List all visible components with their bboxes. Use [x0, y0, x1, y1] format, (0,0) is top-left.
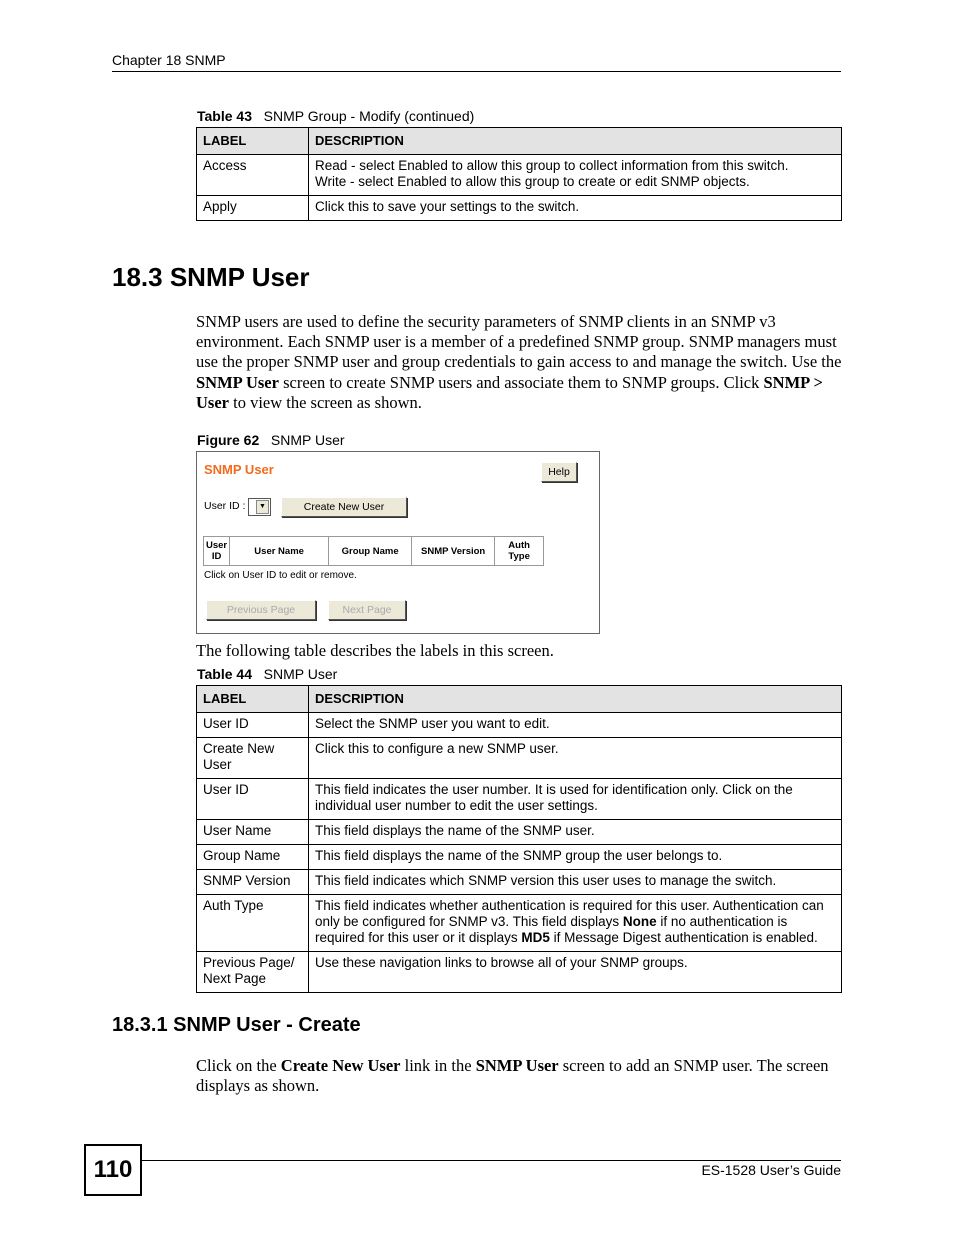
- row-description: This field indicates the user number. It is used for identification only. Click on the individual user number to edit the user settings.: [309, 779, 842, 820]
- desc-text: if no authentication is required for this user or it displays: [315, 914, 788, 945]
- header-rule: [112, 71, 841, 72]
- page-number: 110: [84, 1144, 142, 1196]
- subsection-heading: 18.3.1 SNMP User - Create: [112, 1014, 361, 1036]
- row-label: Apply: [197, 196, 309, 221]
- para-bold: SNMP User: [475, 1056, 559, 1075]
- figure62-caption-num: Figure 62: [197, 432, 260, 448]
- col-label-header: LABEL: [197, 128, 309, 155]
- table-header-row: [197, 686, 842, 713]
- footer-rule: [140, 1160, 841, 1161]
- row-description: This field displays the name of the SNMP user.: [309, 820, 842, 845]
- table-row: [197, 952, 842, 993]
- user-table-hint: Click on User ID to edit or remove.: [204, 570, 357, 581]
- table-row: [197, 820, 842, 845]
- table-header-row: [197, 128, 842, 155]
- help-button[interactable]: Help: [541, 462, 577, 482]
- section-heading: 18.3 SNMP User: [112, 262, 310, 292]
- para-bold: Create New User: [280, 1056, 401, 1075]
- snmp-user-screenshot: [196, 451, 600, 634]
- screen-title: SNMP User: [204, 462, 274, 477]
- row-description: [309, 895, 842, 952]
- table43: [196, 127, 842, 221]
- row-description: Select the SNMP user you want to edit.: [309, 713, 842, 738]
- row-label: Access: [197, 155, 309, 196]
- row-description: Click this to configure a new SNMP user.: [309, 738, 842, 779]
- create-new-user-button[interactable]: Create New User: [281, 497, 407, 517]
- table44-caption-num: Table 44: [197, 666, 252, 682]
- para-text: screen to create SNMP users and associate them to SNMP groups. Click: [278, 372, 764, 392]
- table44-caption-title: SNMP User: [263, 666, 338, 682]
- row-label: SNMP Version: [197, 870, 309, 895]
- row-description: [309, 155, 842, 196]
- desc-text: if Message Digest authentication is enabled.: [549, 930, 818, 945]
- col-group-name: Group Name: [329, 537, 412, 566]
- table-row: [197, 155, 842, 196]
- para-text: link in the: [400, 1056, 476, 1075]
- desc-bold: MD5: [521, 930, 550, 945]
- next-page-button[interactable]: Next Page: [328, 600, 406, 620]
- table-row: [197, 845, 842, 870]
- chapter-header: Chapter 18 SNMP: [112, 52, 226, 68]
- figure62-caption-title: SNMP User: [270, 432, 345, 448]
- user-table: [203, 536, 544, 566]
- para-text: Click on the: [196, 1056, 281, 1075]
- para-text: screen to add an SNMP user. The screen displays as shown.: [196, 1056, 829, 1096]
- row-description: Use these navigation links to browse all of your SNMP groups.: [309, 952, 842, 993]
- section-paragraph: [196, 312, 842, 413]
- table-row: [197, 870, 842, 895]
- col-snmp-version: SNMP Version: [412, 537, 495, 566]
- col-description-header: DESCRIPTION: [309, 128, 842, 155]
- user-id-select[interactable]: [248, 498, 271, 516]
- col-description-header: DESCRIPTION: [309, 686, 842, 713]
- after-figure-text: The following table describes the labels in this screen.: [196, 641, 554, 660]
- table43-caption-title: SNMP Group - Modify (continued): [263, 108, 475, 124]
- row-label: Group Name: [197, 845, 309, 870]
- row-label: Auth Type: [197, 895, 309, 952]
- table-row: [197, 738, 842, 779]
- col-label-header: LABEL: [197, 686, 309, 713]
- table-row: [197, 895, 842, 952]
- row-description: This field indicates which SNMP version this user uses to manage the switch.: [309, 870, 842, 895]
- table-row: [197, 779, 842, 820]
- user-table-header: [204, 537, 544, 566]
- desc-line: Write - select Enabled to allow this group to create or edit SNMP objects.: [315, 174, 750, 189]
- table43-caption: [197, 108, 474, 124]
- previous-page-button[interactable]: Previous Page: [206, 600, 316, 620]
- para-text: to view the screen as shown.: [228, 392, 422, 412]
- table-row: [197, 713, 842, 738]
- row-label: User ID: [197, 779, 309, 820]
- desc-line: Read - select Enabled to allow this group to collect information from this switch.: [315, 158, 789, 173]
- table44-caption: [197, 666, 337, 682]
- table43-caption-num: Table 43: [197, 108, 252, 124]
- table-row: [197, 196, 842, 221]
- subsection-paragraph: [196, 1056, 842, 1096]
- user-id-label: User ID :: [204, 500, 246, 512]
- para-text: SNMP users are used to define the security parameters of SNMP clients in an SNMP v3 environment. Each SNMP user is a member of a predefined SNMP group. SNMP managers must use the proper SNMP user and group credentials to gain access to and manage the switch. Use the: [196, 312, 842, 372]
- row-label: Previous Page/ Next Page: [197, 952, 309, 993]
- guide-title: ES-1528 User’s Guide: [701, 1162, 841, 1178]
- table44: [196, 685, 842, 993]
- figure62-caption: [197, 432, 345, 448]
- col-user-name: User Name: [230, 537, 329, 566]
- chevron-down-icon: ▼: [256, 500, 269, 514]
- desc-bold: None: [622, 914, 657, 929]
- row-label: User Name: [197, 820, 309, 845]
- row-description: This field displays the name of the SNMP group the user belongs to.: [309, 845, 842, 870]
- desc-text: This field indicates whether authentication is required for this user. Authentication can only be configured for SNMP v3. This field displays: [315, 898, 824, 929]
- para-bold: SNMP User: [196, 372, 279, 392]
- para-bold: SNMP > User: [196, 372, 823, 412]
- row-description: Click this to save your settings to the switch.: [309, 196, 842, 221]
- row-label: User ID: [197, 713, 309, 738]
- col-user-id: User ID: [204, 537, 230, 566]
- col-auth-type: Auth Type: [495, 537, 544, 566]
- row-label: Create New User: [197, 738, 309, 779]
